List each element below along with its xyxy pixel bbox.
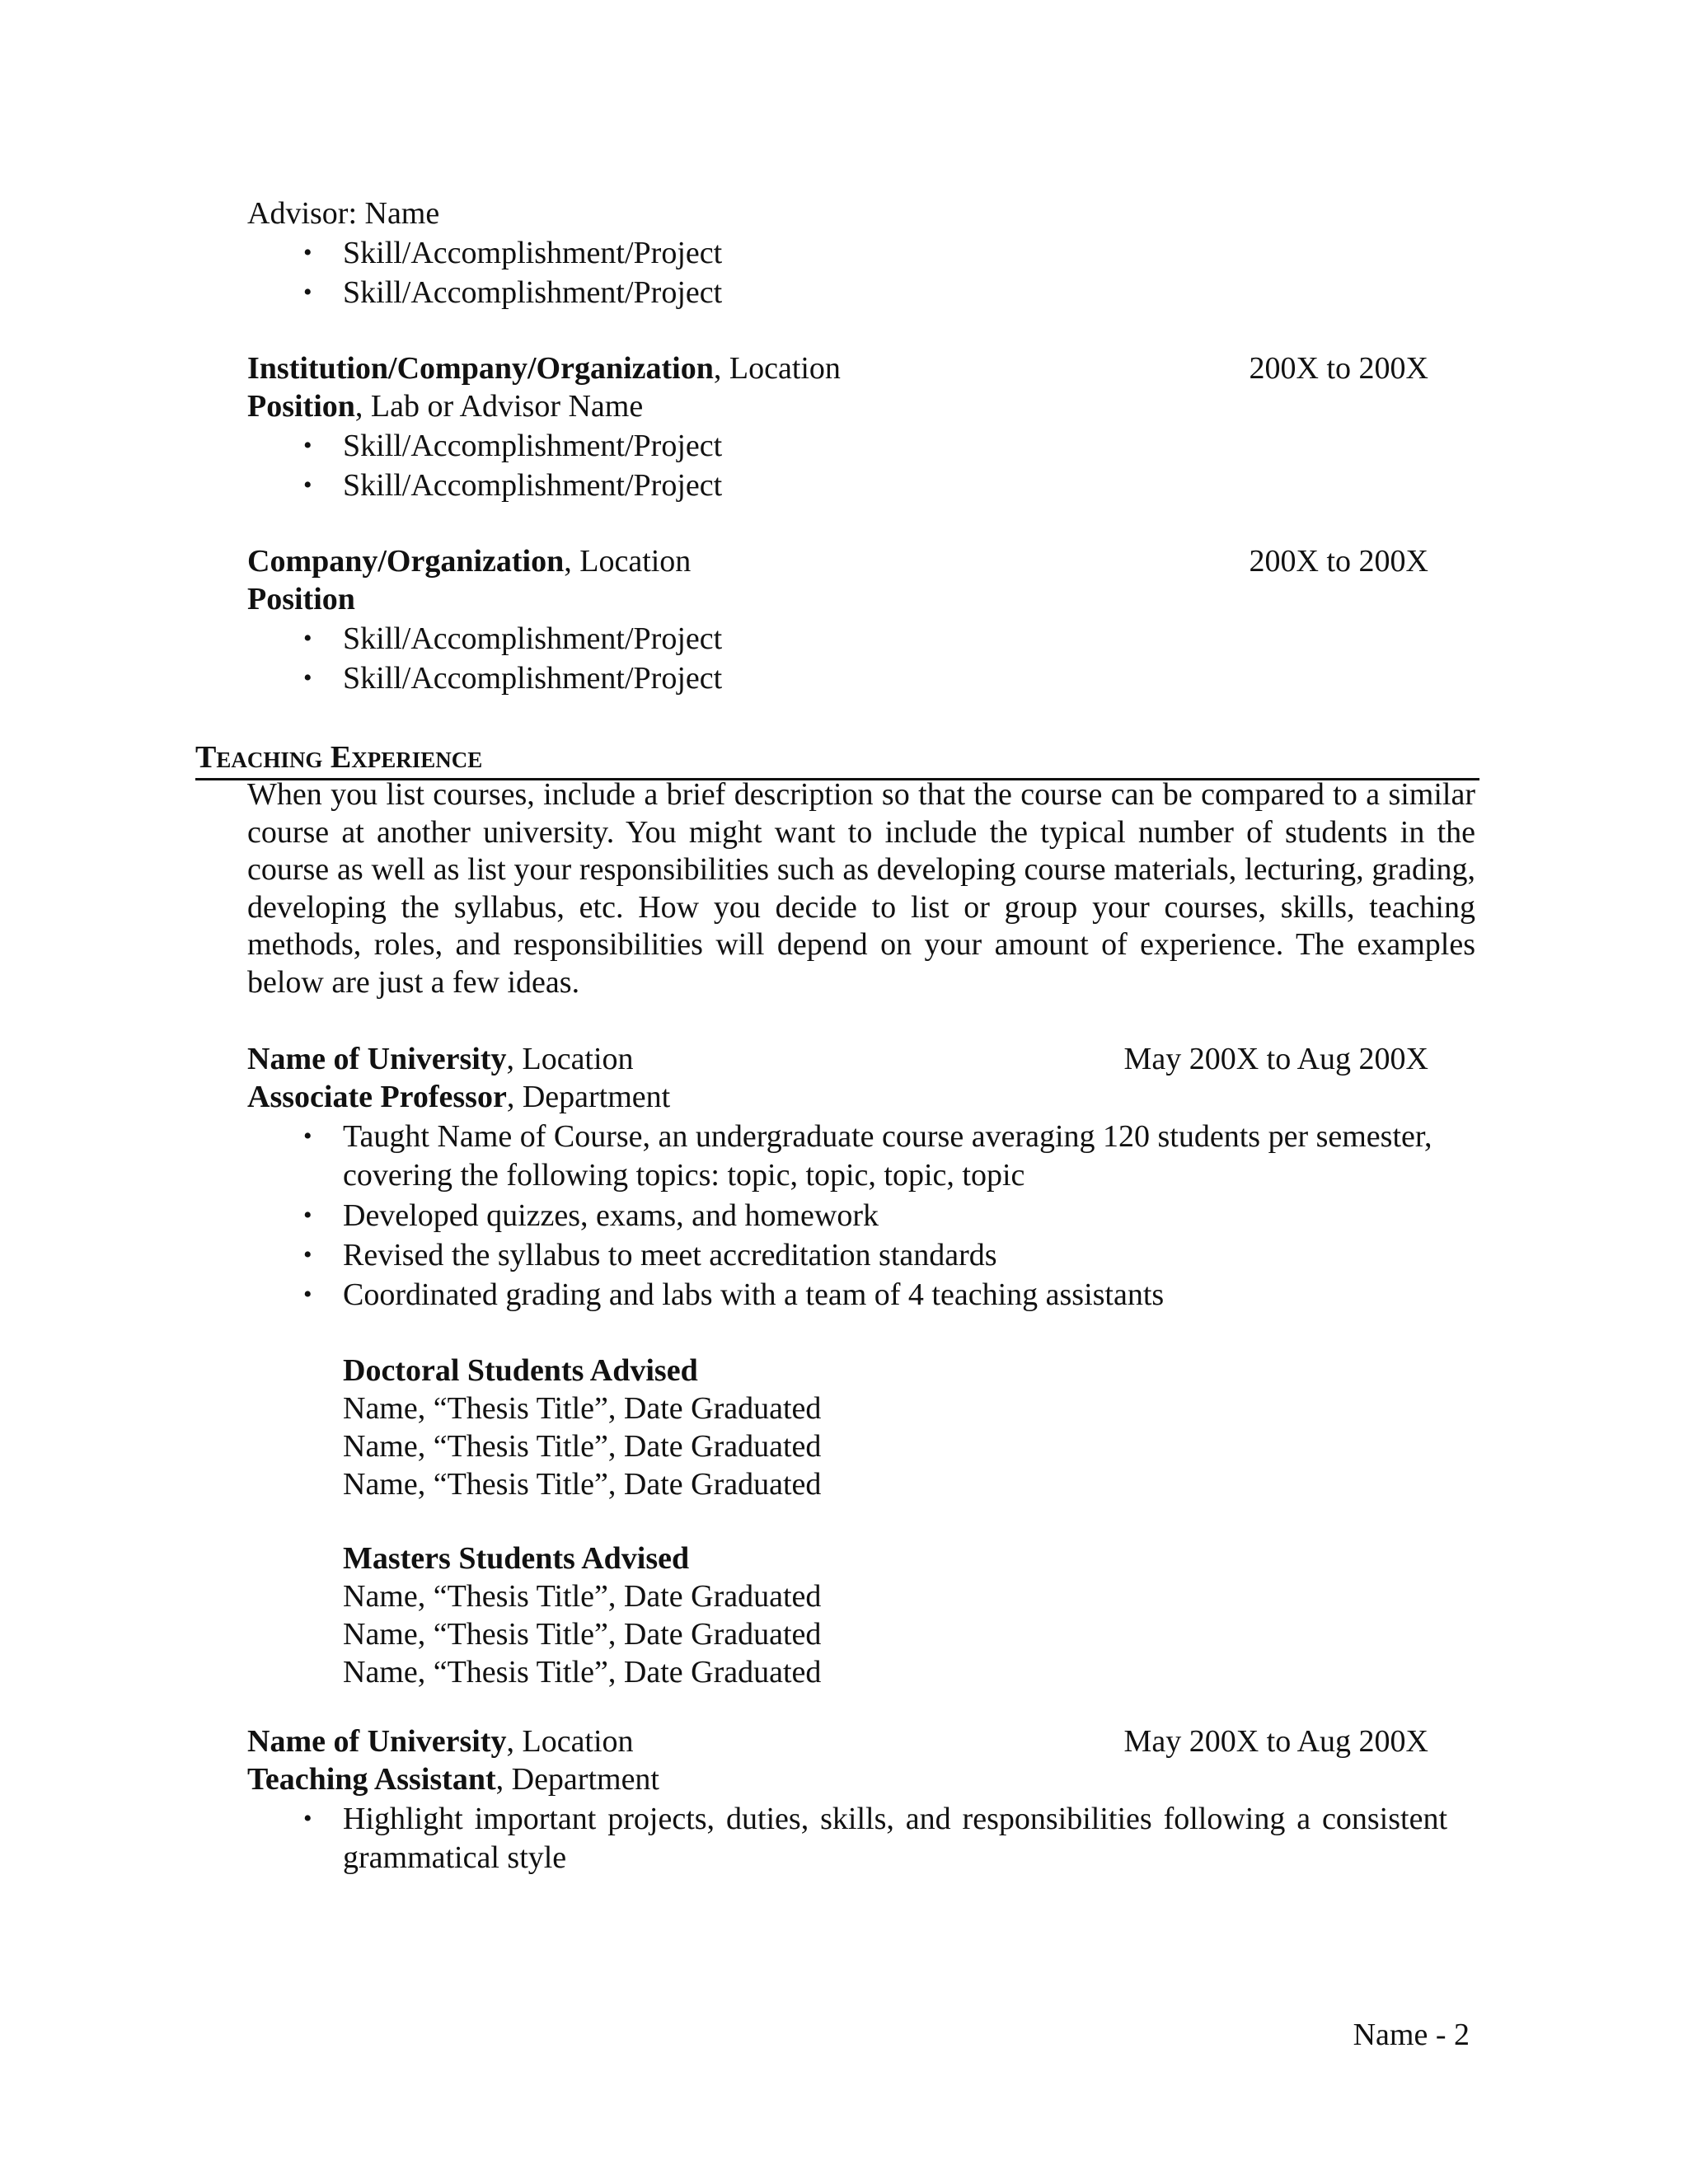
org-name: Institution/Company/Organization <box>247 351 714 386</box>
entry-bullet: Skill/Accomplishment/Project <box>343 429 723 463</box>
entry-bullet: Revised the syllabus to meet accreditation standards <box>343 1238 997 1272</box>
entry-bullet: Coordinated grading and labs with a team of 4 teaching assistants <box>343 1277 1165 1312</box>
advised-row: Name, “Thesis Title”, Date Graduated <box>343 1655 822 1690</box>
advised-row: Name, “Thesis Title”, Date Graduated <box>343 1467 822 1502</box>
bullet-icon: • <box>303 471 312 499</box>
entry-bullet: Taught Name of Course, an undergraduate course averaging 120 students per semester, covering the following topics: topic, topic, topic, topic <box>343 1119 1432 1193</box>
entry-bullet: Highlight important projects, duties, skills, and responsibilities following a consistent grammatical style <box>343 1802 1447 1875</box>
advisor-bullet: Skill/Accomplishment/Project <box>343 236 723 270</box>
research-entry-2-position <box>247 580 355 618</box>
position-title: Position <box>247 389 355 424</box>
org-location: , Location <box>564 544 692 579</box>
advised-heading-masters: Masters Students Advised <box>343 1541 690 1576</box>
entry-bullet: Skill/Accomplishment/Project <box>343 661 723 696</box>
org-name: Company/Organization <box>247 544 565 579</box>
bullet-icon: • <box>303 664 312 691</box>
bullet-icon: • <box>303 279 312 306</box>
position-title: Associate Professor <box>247 1080 507 1114</box>
section-heading-teaching: Teaching Experience <box>195 740 483 775</box>
bullet-icon: • <box>303 1202 312 1229</box>
advised-row: Name, “Thesis Title”, Date Graduated <box>343 1579 822 1614</box>
bullet-icon: • <box>303 1805 312 1832</box>
entry-bullet: Developed quizzes, exams, and homework <box>343 1198 879 1233</box>
bullet-icon: • <box>303 1281 312 1308</box>
teaching-entry-1-position <box>247 1078 670 1116</box>
research-entry-1-position <box>247 387 643 425</box>
entry-dates: 200X to 200X <box>1249 351 1428 386</box>
entry-dates: May 200X to Aug 200X <box>1123 1724 1428 1759</box>
org-name: Name of University <box>247 1724 507 1759</box>
position-title: Teaching Assistant <box>247 1762 496 1797</box>
advisor-line: Advisor: Name <box>247 196 440 231</box>
teaching-entry-2-position <box>247 1760 659 1798</box>
org-location: , Location <box>506 1042 634 1076</box>
advised-row: Name, “Thesis Title”, Date Graduated <box>343 1391 822 1426</box>
advisor-bullet: Skill/Accomplishment/Project <box>343 275 723 310</box>
research-entry-2-header <box>247 542 691 580</box>
bullet-icon: • <box>303 1122 312 1150</box>
bullet-icon: • <box>303 1241 312 1268</box>
research-entry-1-header <box>247 349 841 387</box>
bullet-icon: • <box>303 432 312 459</box>
advised-row: Name, “Thesis Title”, Date Graduated <box>343 1617 822 1652</box>
advised-heading-doctoral: Doctoral Students Advised <box>343 1353 698 1388</box>
page-footer: Name - 2 <box>1353 2018 1470 2052</box>
entry-bullet: Skill/Accomplishment/Project <box>343 468 723 503</box>
bullet-icon: • <box>303 625 312 652</box>
entry-dates: May 200X to Aug 200X <box>1123 1042 1428 1076</box>
position-detail: , Department <box>506 1080 671 1114</box>
teaching-intro: When you list courses, include a brief description so that the course can be compared to a similar course at another university. You might want to include the typical number of students in the course as well as list your responsibilities such as developing course materials, lecturing, grading, developing the syllabus, etc. How you decide to list or group your courses, skills, teaching methods, roles, and responsibilities will depend on your amount of experience. The examples below are just a few ideas. <box>247 777 1475 1000</box>
teaching-entry-1-header <box>247 1040 634 1078</box>
position-title: Position <box>247 582 355 616</box>
teaching-entry-2-header <box>247 1722 634 1760</box>
bullet-icon: • <box>303 239 312 266</box>
org-name: Name of University <box>247 1042 507 1076</box>
position-detail: , Lab or Advisor Name <box>354 389 644 424</box>
org-location: , Location <box>713 351 841 386</box>
entry-dates: 200X to 200X <box>1249 544 1428 579</box>
advised-row: Name, “Thesis Title”, Date Graduated <box>343 1429 822 1464</box>
org-location: , Location <box>506 1724 634 1759</box>
position-detail: , Department <box>495 1762 659 1797</box>
entry-bullet: Skill/Accomplishment/Project <box>343 621 723 656</box>
